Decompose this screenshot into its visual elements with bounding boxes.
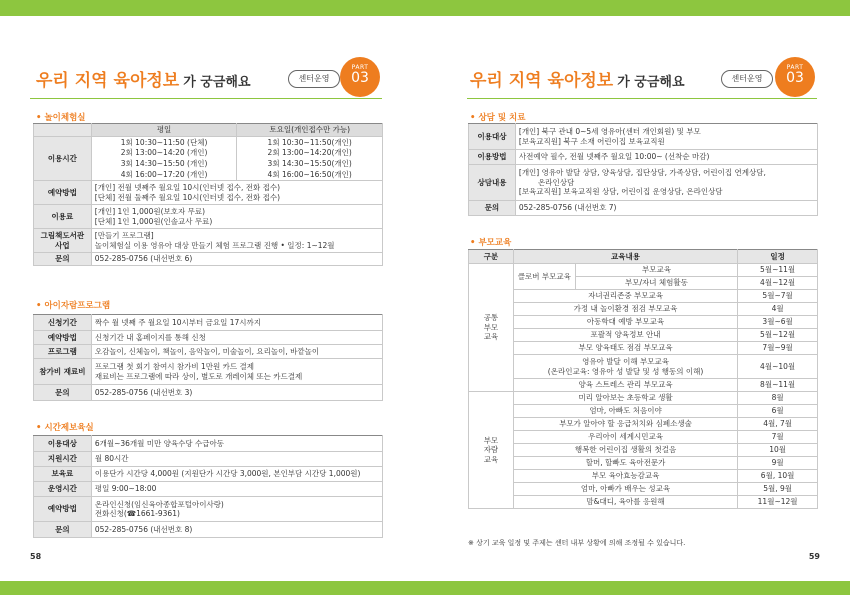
edu-content: 아동학대 예방 부모교육 <box>513 316 737 329</box>
edu-schedule: 8월 <box>738 392 818 405</box>
title-sub: 가 궁금해요 <box>617 75 685 90</box>
section-counsel-heading: • 상담 및 치료 <box>470 111 525 123</box>
hourly-label: 보육료 <box>34 467 92 482</box>
counsel-label: 문의 <box>469 201 516 216</box>
center-tag: 센터운영 <box>288 70 340 88</box>
hourly-label: 이용대상 <box>34 436 92 452</box>
edu-content: 양육 스트레스 관리 부모교육 <box>513 379 737 392</box>
edu-content: 부모 양육태도 점검 부모교육 <box>513 342 737 355</box>
contact-value: 052-285-0756 (내선번호 6) <box>91 253 382 266</box>
section-hourly-heading: • 시간제보육실 <box>36 421 94 433</box>
edu-content: 부모/자녀 체험활동 <box>575 277 737 290</box>
page-title <box>470 66 685 91</box>
edu-content: 맘&대디, 육아를 응원해 <box>513 496 737 509</box>
section-play-heading: • 놀이체험실 <box>36 111 86 123</box>
title-main: 우리 지역 육아정보 <box>470 71 614 91</box>
section-edu-heading: • 부모교육 <box>470 236 511 248</box>
counsel-value: [개인] 영유아 발달 상담, 양육상담, 집단상담, 가족상담, 어린이집 연계상담, 온라인상담 [보육교직원] 보육교직원 상담, 어린이집 운영상담, 온라인상담 <box>515 165 817 201</box>
edu-schedule: 9월 <box>738 457 818 470</box>
kids-label: 참가비 재료비 <box>34 359 92 385</box>
part-badge <box>340 57 380 97</box>
hourly-value: 월 80시간 <box>91 452 382 467</box>
kids-label: 예약방법 <box>34 331 92 345</box>
kids-table <box>33 314 383 401</box>
weekday-slot: 1회 10:30~11:50 (단체) <box>91 137 237 148</box>
title-divider <box>467 98 817 99</box>
edu-content: 부모교육 <box>575 264 737 277</box>
title-main: 우리 지역 육아정보 <box>36 71 180 91</box>
edu-content: 포괄적 양육정보 안내 <box>513 329 737 342</box>
counsel-value: 052-285-0756 (내선번호 7) <box>515 201 817 216</box>
col-content: 교육내용 <box>513 250 737 264</box>
kids-value: 프로그램 첫 회기 참여시 참가비 1만원 카드 결제 재료비는 프로그램에 따라 상이, 별도로 개레이체 또는 카드결제 <box>91 359 382 385</box>
hourly-label: 예약방법 <box>34 497 92 522</box>
edu-content: 부모 육아효능감교육 <box>513 470 737 483</box>
part-number: 03 <box>351 70 369 86</box>
edu-schedule: 6월, 10월 <box>738 470 818 483</box>
counsel-value: 사전예약 필수, 전월 넷째주 월요일 10:00~ (선착순 마감) <box>515 150 817 165</box>
group-grow: 부모 자람 교육 <box>469 392 514 509</box>
hours-label: 이용시간 <box>34 137 92 181</box>
group-common: 공통 부모 교육 <box>469 264 514 392</box>
title-sub: 가 궁금해요 <box>183 75 251 90</box>
reserve-label: 예약방법 <box>34 181 92 205</box>
edu-schedule: 10월 <box>738 444 818 457</box>
reserve-line: [단체] 전월 둘째주 월요일 10시(인터넷 접수, 전화 접수) <box>94 192 280 202</box>
saturday-slot: 1회 10:30~11:50(개인) <box>237 137 383 148</box>
contact-label: 문의 <box>34 253 92 266</box>
fee-line: [단체] 1인 1,000원(인솔교사 무료) <box>94 216 213 226</box>
edu-schedule: 5월, 9월 <box>738 483 818 496</box>
play-table <box>33 123 383 266</box>
edu-schedule: 11월~12월 <box>738 496 818 509</box>
part-number: 03 <box>786 70 804 86</box>
counsel-label: 이용대상 <box>469 124 516 150</box>
edu-schedule: 4월~10월 <box>738 355 818 379</box>
edu-schedule: 5월~12월 <box>738 329 818 342</box>
weekday-slot: 3회 14:30~15:50 (개인) <box>91 159 237 170</box>
col-saturday: 토요일(개인접수만 가능) <box>237 124 383 137</box>
part-label: PART <box>786 64 804 71</box>
edu-content: 할머, 할빠도 육아전문가 <box>513 457 737 470</box>
weekday-slot: 4회 16:00~17:20 (개인) <box>91 170 237 181</box>
saturday-slot: 4회 16:00~16:50(개인) <box>237 170 383 181</box>
edu-note: ※ 상기 교육 일정 및 주제는 센터 내부 상황에 의해 조정될 수 있습니다. <box>468 539 686 547</box>
fee-label: 이용료 <box>34 205 92 229</box>
part-badge <box>775 57 815 97</box>
kids-label: 신청기간 <box>34 315 92 331</box>
top-color-bar <box>0 0 850 16</box>
fee-value <box>91 205 382 229</box>
center-tag: 센터운영 <box>721 70 773 88</box>
right-page <box>425 16 850 581</box>
kids-label: 문의 <box>34 385 92 401</box>
edu-schedule: 7월~9월 <box>738 342 818 355</box>
hourly-value: 평일 9:00~18:00 <box>91 482 382 497</box>
edu-schedule: 4월~12월 <box>738 277 818 290</box>
book-line: 놀이체험실 이용 영유아 대상 만들기 체험 프로그램 진행 • 일정: 1~12월 <box>94 240 335 250</box>
edu-schedule: 6월 <box>738 405 818 418</box>
col-category: 구분 <box>469 250 514 264</box>
hourly-value: 6개월~36개월 미만 양육수당 수급아동 <box>91 436 382 452</box>
edu-content: 가정 내 놀이환경 점검 부모교육 <box>513 303 737 316</box>
edu-schedule: 8월~11월 <box>738 379 818 392</box>
edu-table <box>468 249 818 509</box>
left-page <box>0 16 425 581</box>
kids-label: 프로그램 <box>34 345 92 359</box>
counsel-label: 이용방법 <box>469 150 516 165</box>
col-weekday: 평일 <box>91 124 237 137</box>
book-label: 그림책도서관 사업 <box>34 229 92 253</box>
edu-content: 우리아이 세계시민교육 <box>513 431 737 444</box>
reserve-line: [개인] 전월 넷째주 월요일 10시(인터넷 접수, 전화 접수) <box>94 183 280 193</box>
edu-schedule: 4월 <box>738 303 818 316</box>
weekday-slot: 2회 13:00~14:20 (개인) <box>91 148 237 159</box>
edu-schedule: 5월~11월 <box>738 264 818 277</box>
edu-schedule: 4월, 7월 <box>738 418 818 431</box>
edu-content: 영유아 발달 이해 부모교육 (온라인교육: 영유아 성 발달 및 성 행동의 이해) <box>513 355 737 379</box>
hourly-label: 운영시간 <box>34 482 92 497</box>
edu-content: 엄마, 아빠가 배우는 성교육 <box>513 483 737 496</box>
hourly-table <box>33 435 383 538</box>
hourly-label: 문의 <box>34 522 92 538</box>
bottom-color-bar <box>0 581 850 595</box>
fee-line: [개인] 1인 1,000원(보호자 무료) <box>94 207 206 217</box>
book-value <box>91 229 382 253</box>
book-line: [만들기 프로그램] <box>94 231 154 241</box>
edu-schedule: 5월~7월 <box>738 290 818 303</box>
edu-content: 부모가 알아야 할 응급처치와 심폐소생술 <box>513 418 737 431</box>
club-label: 클로버 부모교육 <box>513 264 575 290</box>
page-number: 58 <box>30 552 42 561</box>
reserve-value <box>91 181 382 205</box>
saturday-slot: 2회 13:00~14:20(개인) <box>237 148 383 159</box>
play-corner <box>34 124 92 137</box>
title-divider <box>30 98 382 99</box>
hourly-label: 지원시간 <box>34 452 92 467</box>
section-kids-heading: • 아이자람프로그램 <box>36 299 110 311</box>
hourly-value: 온라인신청(임신육아종합포털아이사랑) 전화신청(☎1661-9361) <box>91 497 382 522</box>
counsel-value: [개인] 북구 관내 0~5세 영유아(센터 개인회원) 및 부모 [보육교직원] 북구 소재 어린이집 보육교직원 <box>515 124 817 150</box>
edu-content: 자녀권리존중 부모교육 <box>513 290 737 303</box>
saturday-slot: 3회 14:30~15:50(개인) <box>237 159 383 170</box>
edu-schedule: 7월 <box>738 431 818 444</box>
kids-value: 짝수 월 넷째 주 월요일 10시부터 금요일 17시까지 <box>91 315 382 331</box>
edu-content: 행복한 어린이집 생활의 첫걸음 <box>513 444 737 457</box>
col-schedule: 일정 <box>738 250 818 264</box>
edu-schedule: 3월~6월 <box>738 316 818 329</box>
counsel-table <box>468 123 818 216</box>
kids-value: 052-285-0756 (내선번호 3) <box>91 385 382 401</box>
edu-content: 엄마, 아빠도 처음이야 <box>513 405 737 418</box>
page-title <box>36 66 251 91</box>
part-label: PART <box>351 64 369 71</box>
hourly-value: 052-285-0756 (내선번호 8) <box>91 522 382 538</box>
counsel-label: 상담내용 <box>469 165 516 201</box>
page-number: 59 <box>808 552 820 561</box>
edu-content: 미리 알아보는 초등학교 생활 <box>513 392 737 405</box>
kids-value: 신청기간 내 홈페이지를 통해 신청 <box>91 331 382 345</box>
hourly-value: 이용단가 시간당 4,000원 (지원단가 시간당 3,000원, 본인부담 시간당 1,000원) <box>91 467 382 482</box>
kids-value: 오감놀이, 신체놀이, 책놀이, 음악놀이, 미술놀이, 요리놀이, 바깥놀이 <box>91 345 382 359</box>
